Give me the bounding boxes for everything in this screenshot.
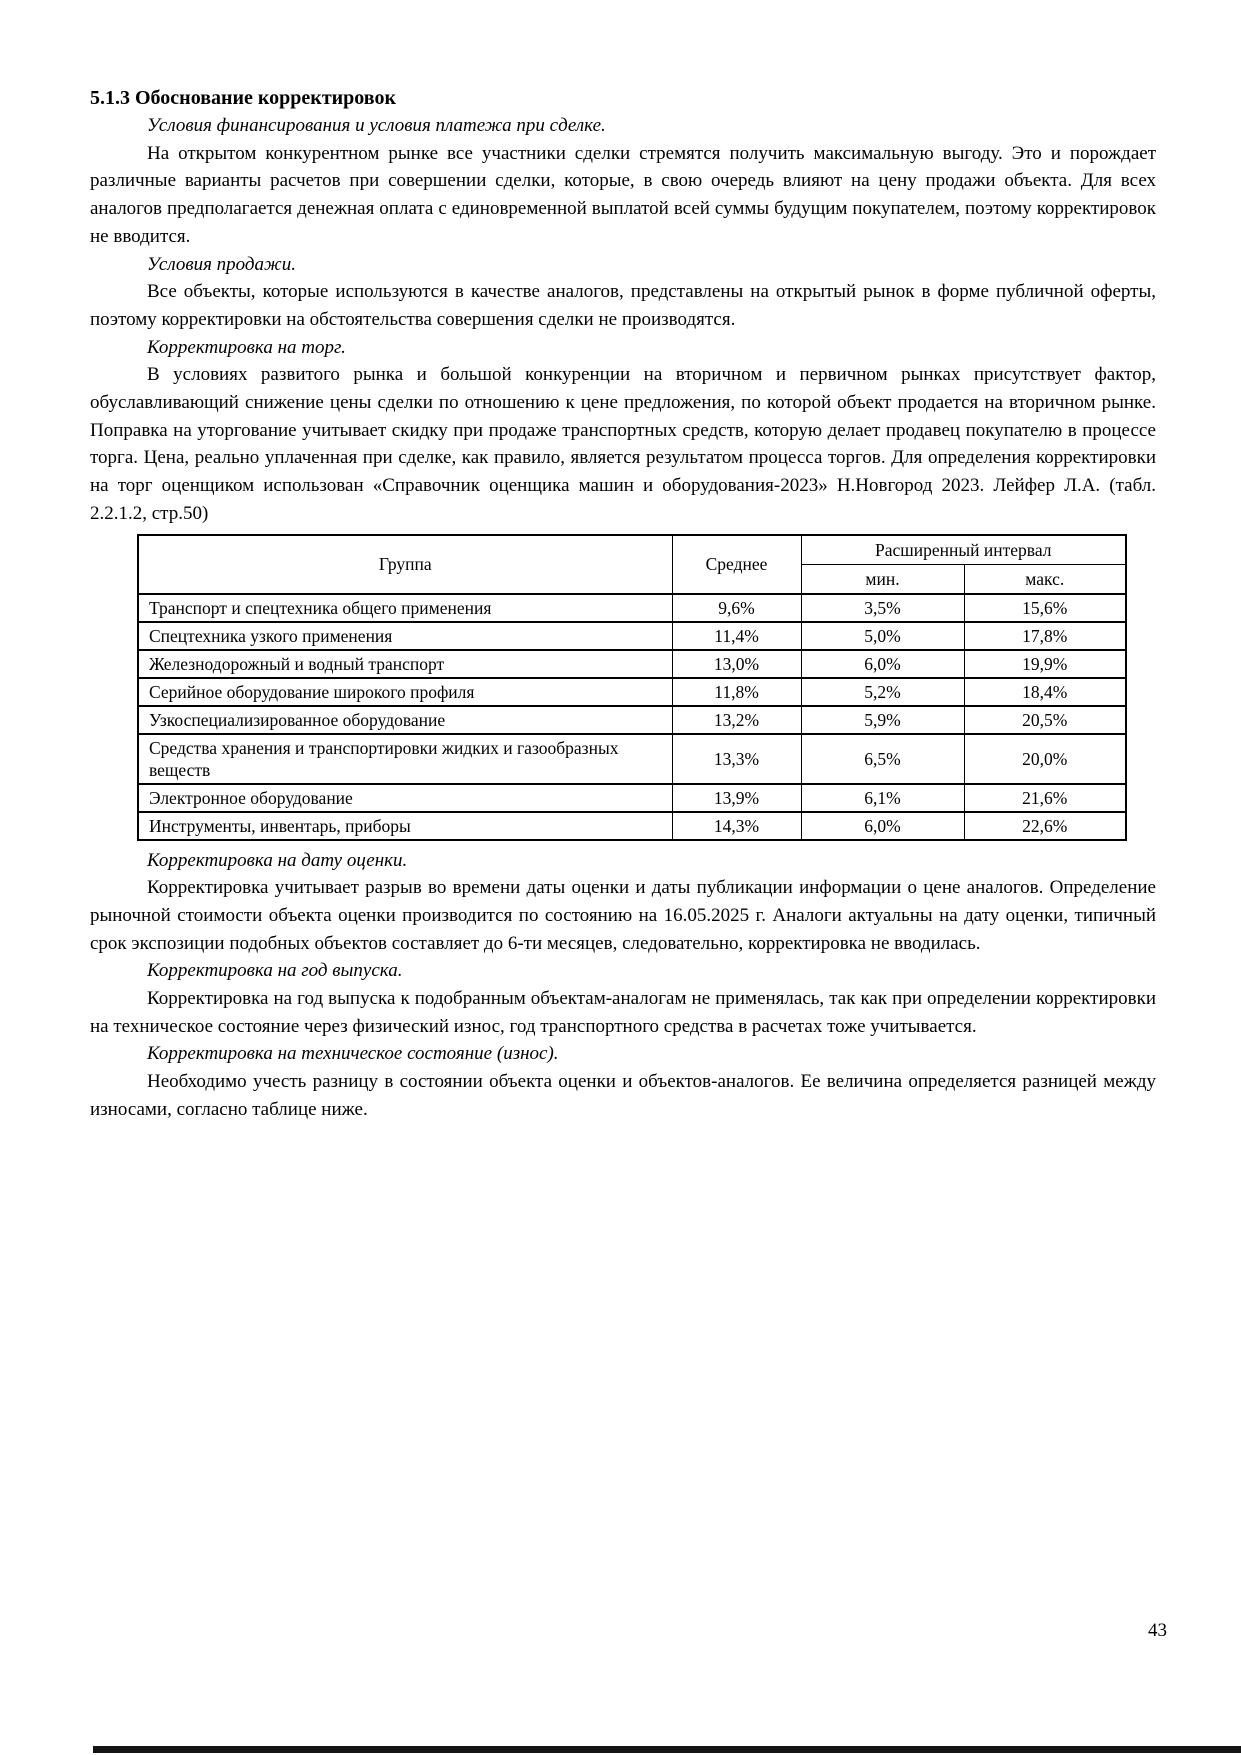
table-row (138, 594, 1126, 622)
adjustment-table (137, 534, 1127, 841)
cell-min: 6,0% (801, 650, 964, 678)
doc-body-after-table (90, 847, 1156, 1124)
cell-max: 21,6% (964, 784, 1126, 812)
cell-mean: 13,3% (672, 734, 801, 784)
section-subheading: Условия продажи. (147, 253, 296, 275)
paragraph: Корректировка на год выпуска к подобранным объектам-аналогам не применялась, так как при определении корректировки на техническое состояние через физический износ, год транспортного средства в расчетах тоже учитывается. (90, 988, 1156, 1037)
cell-group: Электронное оборудование (138, 784, 672, 812)
scan-edge-artifact (93, 1746, 1241, 1753)
section-subheading: Корректировка на торг. (147, 336, 346, 358)
section-heading: 5.1.3 Обоснование корректировок (90, 87, 396, 109)
cell-mean: 13,0% (672, 650, 801, 678)
cell-min: 6,1% (801, 784, 964, 812)
cell-group: Спецтехника узкого применения (138, 622, 672, 650)
paragraph: Корректировка учитывает разрыв во времени даты оценки и даты публикации информации о цене аналогов. Определение рыночной стоимости объекта оценки производится по состоянию на 16.05.2025 г. Аналоги актуальны на дату оценки, типичный срок экспозиции подобных объектов составляет до 6-ти месяцев, следовательно, корректировка не вводилась. (90, 877, 1156, 954)
col-header-mean: Среднее (672, 535, 801, 594)
adjustment-table-body (138, 594, 1126, 840)
table-row (138, 784, 1126, 812)
section-subheading: Корректировка на дату оценки. (147, 849, 408, 871)
cell-group: Транспорт и спецтехника общего применения (138, 594, 672, 622)
paragraph: Необходимо учесть разницу в состоянии объекта оценки и объектов-аналогов. Ее величина определяется разницей между износами, согласно таблице ниже. (90, 1071, 1156, 1120)
adjustment-table-wrap (137, 534, 1156, 841)
table-row (138, 650, 1126, 678)
cell-group: Средства хранения и транспортировки жидких и газообразных веществ (138, 734, 672, 784)
table-row (138, 706, 1126, 734)
cell-group: Инструменты, инвентарь, приборы (138, 812, 672, 840)
header-row-1 (138, 535, 1126, 565)
cell-min: 5,0% (801, 622, 964, 650)
section-subheading: Корректировка на техническое состояние (износ). (147, 1043, 559, 1065)
cell-max: 20,0% (964, 734, 1126, 784)
cell-max: 17,8% (964, 622, 1126, 650)
cell-max: 15,6% (964, 594, 1126, 622)
document-content (90, 84, 1156, 1124)
cell-max: 18,4% (964, 678, 1126, 706)
cell-min: 3,5% (801, 594, 964, 622)
paragraph: На открытом конкурентном рынке все участники сделки стремятся получить максимальную выгоду. Это и порождает различные варианты расчетов при совершении сделки, которые, в свою очередь влияют на цену продажи объекта. Для всех аналогов предполагается денежная оплата с единовременной выплатой всей суммы будущим покупателем, поэтому корректировок не вводится. (90, 142, 1156, 247)
cell-min: 6,5% (801, 734, 964, 784)
cell-max: 19,9% (964, 650, 1126, 678)
col-header-interval: Расширенный интервал (801, 535, 1126, 565)
cell-group: Серийное оборудование широкого профиля (138, 678, 672, 706)
paragraph: В условиях развитого рынка и большой конкуренции на вторичном и первичном рынках присутствует фактор, обуславливающий снижение цены сделки по отношению к цене предложения, по которой объект продается на вторичном рынке. Поправка на уторгование учитывает скидку при продаже транспортных средств, которую делает продавец покупателю в процессе торга. Цена, реально уплаченная при сделке, как правило, является результатом процесса торгов. Для определения корректировки на торг оценщиком использован «Справочник оценщика машин и оборудования-2023» Н.Новгород 2023. Лейфер Л.А. (табл. 2.2.1.2, стр.50) (90, 364, 1156, 524)
section-subheading: Условия финансирования и условия платежа при сделке. (147, 115, 606, 136)
col-header-max: макс. (964, 564, 1126, 594)
cell-max: 22,6% (964, 812, 1126, 840)
cell-group: Узкоспециализированное оборудование (138, 706, 672, 734)
cell-mean: 13,9% (672, 784, 801, 812)
table-row (138, 678, 1126, 706)
col-header-group: Группа (138, 535, 672, 594)
cell-max: 20,5% (964, 706, 1126, 734)
page-number: 43 (1148, 1620, 1167, 1641)
cell-mean: 14,3% (672, 812, 801, 840)
cell-mean: 9,6% (672, 594, 801, 622)
cell-group: Железнодорожный и водный транспорт (138, 650, 672, 678)
table-row (138, 622, 1126, 650)
paragraph: Все объекты, которые используются в качестве аналогов, представлены на открытый рынок в форме публичной оферты, поэтому корректировки на обстоятельства совершения сделки не производятся. (90, 281, 1156, 330)
table-row (138, 734, 1126, 784)
cell-min: 5,2% (801, 678, 964, 706)
section-subheading: Корректировка на год выпуска. (147, 960, 403, 982)
cell-min: 6,0% (801, 812, 964, 840)
cell-mean: 11,8% (672, 678, 801, 706)
doc-body-before-table (90, 112, 1156, 528)
adjustment-table-header (138, 535, 1126, 594)
cell-mean: 13,2% (672, 706, 801, 734)
col-header-min: мин. (801, 564, 964, 594)
cell-min: 5,9% (801, 706, 964, 734)
cell-mean: 11,4% (672, 622, 801, 650)
table-row (138, 812, 1126, 840)
